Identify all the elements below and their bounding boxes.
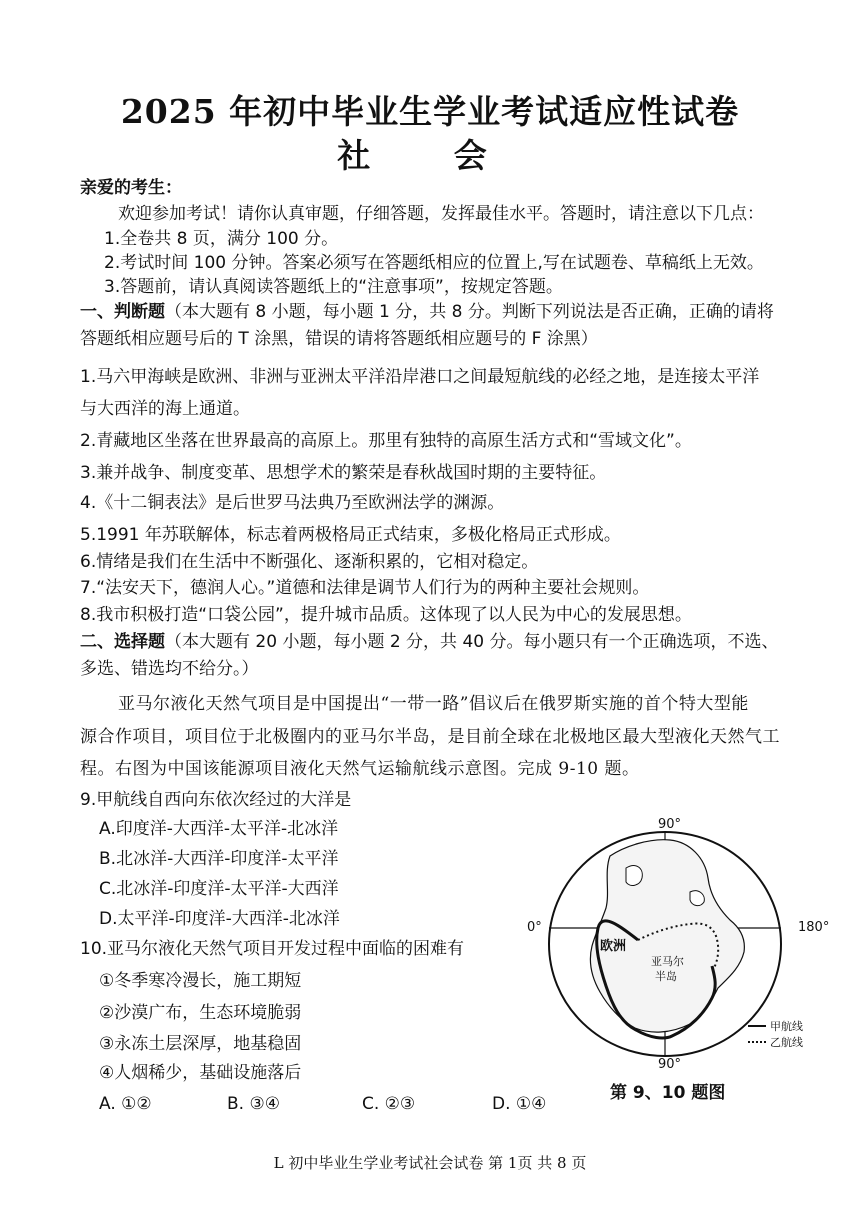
q10-item-3: ③永冻土层深厚，地基稳固 <box>99 1034 302 1054</box>
tf-question-7: 7.“法安天下，德润人心。”道德和法律是调节人们行为的两种主要社会规则。 <box>80 578 650 598</box>
notice-intro: 欢迎参加考试！请你认真审题，仔细答题，发挥最佳水平。答题时，请注意以下几点： <box>118 204 764 224</box>
passage-line-1: 亚马尔液化天然气项目是中国提出“一带一路”倡议后在俄罗斯实施的首个特大型能 <box>118 694 749 714</box>
tf-question-6: 6.情绪是我们在生活中不断强化、逐渐积累的，它相对稳定。 <box>80 552 539 572</box>
notice-item-2: 2.考试时间 100 分钟。答案必须写在答题纸相应的位置上,写在试题卷、草稿纸上无效。 <box>104 253 764 273</box>
passage-line-2: 源合作项目，项目位于北极圈内的亚马尔半岛，是目前全球在北极地区最大型液化天然气工 <box>80 727 780 747</box>
tf-question-1b: 与大西洋的海上通道。 <box>80 399 250 419</box>
q10-choice-c: C. ②③ <box>362 1094 416 1114</box>
map-caption: 第 9、10 题图 <box>610 1083 726 1103</box>
q9-option-d: D.太平洋-印度洋-大西洋-北冰洋 <box>99 909 340 929</box>
section2-header <box>80 631 780 653</box>
tf-question-2: 2.青藏地区坐落在世界最高的高原上。那里有独特的高原生活方式和“雪域文化”。 <box>80 431 692 451</box>
q10-item-4: ④人烟稀少，基础设施落后 <box>99 1063 302 1083</box>
passage-line-3: 程。右图为中国该能源项目液化天然气运输航线示意图。完成 9-10 题。 <box>80 759 640 779</box>
map-label-peninsula-2: 半岛 <box>655 970 677 983</box>
notice-item-1: 1.全卷共 8 页，满分 100 分。 <box>104 229 339 249</box>
q10-choice-a: A. ①② <box>99 1094 152 1114</box>
section1-header <box>80 301 780 323</box>
page-footer: L 初中毕业生学业考试社会试卷 第 1页 共 8 页 <box>273 1154 587 1172</box>
legend-solid-swatch <box>748 1025 766 1027</box>
q9-option-a: A.印度洋-大西洋-太平洋-北冰洋 <box>99 819 339 839</box>
q9-option-c: C.北冰洋-印度洋-太平洋-大西洋 <box>99 879 339 899</box>
q9-option-b: B.北冰洋-大西洋-印度洋-太平洋 <box>99 849 339 869</box>
map-label-europe: 欧洲 <box>600 939 627 954</box>
q10-stem: 10.亚马尔液化天然气项目开发过程中面临的困难有 <box>80 939 465 959</box>
tf-question-5: 5.1991 年苏联解体，标志着两极格局正式结束，多极化格局正式形成。 <box>80 525 621 545</box>
legend-route-b-label: 乙航线 <box>770 1036 803 1049</box>
legend-route-a <box>748 1018 803 1034</box>
map-label-bottom: 90° <box>658 1057 682 1072</box>
q10-choice-b: B. ③④ <box>227 1094 280 1114</box>
q10-item-1: ①冬季寒冷漫长，施工期短 <box>99 971 302 991</box>
map-label-peninsula-1: 亚马尔 <box>651 955 684 968</box>
notice-item-3: 3.答题前，请认真阅读答题纸上的“注意事项”，按规定答题。 <box>104 277 563 297</box>
island <box>626 866 642 886</box>
tf-question-3: 3.兼并战争、制度变革、思想学术的繁荣是春秋战国时期的主要特征。 <box>80 463 607 483</box>
legend-route-a-label: 甲航线 <box>770 1020 803 1033</box>
exam-title: 2025 年初中毕业生学业考试适应性试卷 <box>120 92 740 131</box>
map-label-left: 0° <box>527 920 542 935</box>
q10-item-2: ②沙漠广布，生态环境脆弱 <box>99 1003 302 1023</box>
section2-heading: 二、选择题 <box>80 632 165 652</box>
tf-question-1a: 1.马六甲海峡是欧洲、非洲与亚洲太平洋沿岸港口之间最短航线的必经之地，是连接太平洋 <box>80 367 760 387</box>
map-label-top: 90° <box>658 817 682 832</box>
q10-choice-d: D. ①④ <box>492 1094 547 1114</box>
q9-stem: 9.甲航线自西向东依次经过的大洋是 <box>80 790 352 810</box>
legend-dotted-swatch <box>748 1041 766 1043</box>
tf-question-4: 4.《十二铜表法》是后世罗马法典乃至欧洲法学的渊源。 <box>80 493 505 513</box>
section2-desc-1: （本大题有 20 小题，每小题 2 分，共 40 分。每小题只有一个正确选项，不选、 <box>165 632 779 652</box>
tf-question-8: 8.我市积极打造“口袋公园”，提升城市品质。这体现了以人民为中心的发展思想。 <box>80 605 692 625</box>
map-label-right: 180° <box>798 920 830 935</box>
section1-heading: 一、判断题 <box>80 302 165 322</box>
section1-desc-2: 答题纸相应题号后的 T 涂黑，错误的请将答题纸相应题号的 F 涂黑） <box>80 329 598 349</box>
section2-desc-2: 多选、错选均不给分。） <box>80 659 259 679</box>
legend-route-b <box>748 1034 803 1050</box>
section1-desc-1: （本大题有 8 小题，每小题 1 分，共 8 分。判断下列说法是否正确，正确的请将 <box>165 302 774 322</box>
exam-subject: 社 会 <box>337 136 523 175</box>
notice-greeting: 亲爱的考生： <box>80 178 182 198</box>
